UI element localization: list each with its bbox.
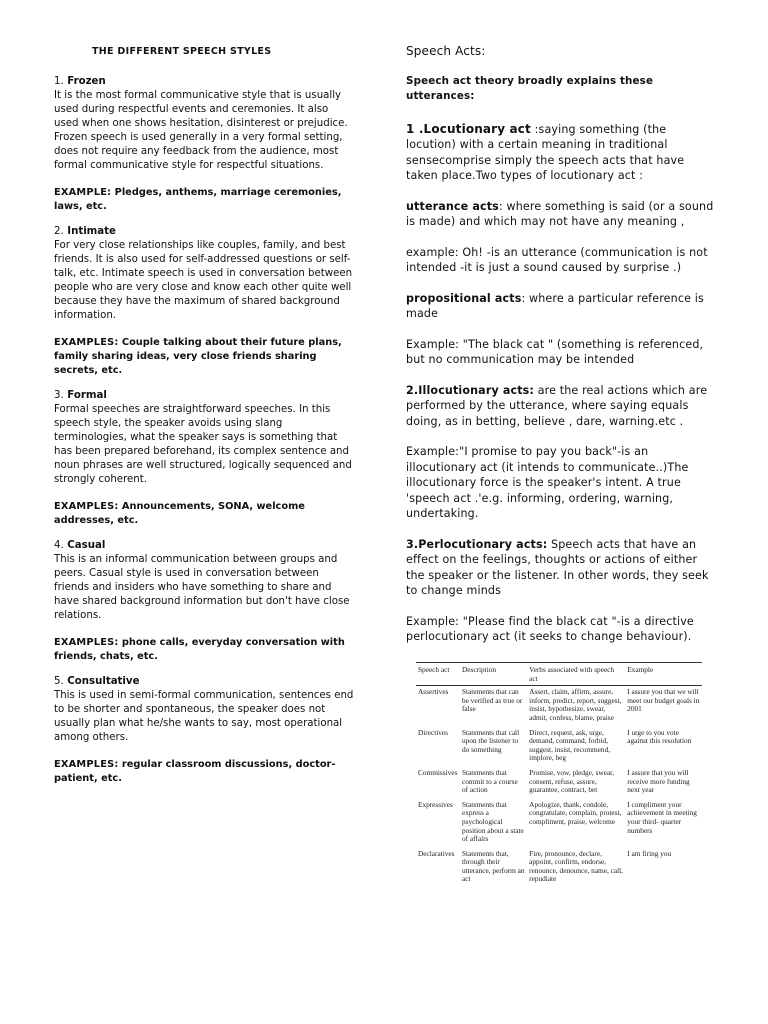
propositional-heading: propositional acts <box>406 291 522 305</box>
table-row <box>416 686 702 727</box>
section-frozen <box>54 75 354 214</box>
table-row <box>416 767 702 799</box>
table-cell: Statements that commit to a course of action <box>461 767 518 795</box>
speech-acts-column <box>406 44 718 660</box>
speech-act-table <box>416 662 702 886</box>
speech-acts-subtitle: Speech act theory broadly explains these utterances: <box>406 74 654 102</box>
section-heading <box>54 225 354 239</box>
section-number: 3. <box>54 390 64 401</box>
table-cell: Statements that can be verified as true or false <box>461 687 523 714</box>
utterance-text: : where something is said (or a sound is made) and which may not have any meaning , <box>406 199 714 228</box>
table-cell: Expressives <box>418 799 453 809</box>
section-formal <box>54 389 354 528</box>
example-label: EXAMPLES: <box>54 759 119 770</box>
illocutionary-text: are the real actions which are performed by the utterance, where saying equals doing, as in betting, believe , dare, warning.etc . <box>406 383 708 428</box>
example-text: Pledges, anthems, marriage ceremonies, laws, etc. <box>54 187 342 212</box>
section-heading <box>54 75 354 89</box>
section-heading <box>54 389 354 403</box>
section-name: Intimate <box>67 226 116 237</box>
section-name: Casual <box>67 540 106 551</box>
example-text: Announcements, SONA, welcome addresses, etc. <box>54 501 305 526</box>
section-example <box>54 500 354 528</box>
locutionary-text: :saying something (the locution) with a certain meaning in traditional sensecomprise simply the speech acts that have taken place.Two types of locutionary act : <box>406 122 685 182</box>
table-cell: I assure that you will receive more funding next year <box>627 767 690 795</box>
utterance-heading: utterance acts <box>406 199 499 213</box>
example-label: EXAMPLE: <box>54 187 112 198</box>
table-cell: I urge to you vote against this resolution <box>627 727 692 746</box>
section-number: 5. <box>54 676 64 687</box>
table-cell: Declaratives <box>418 848 455 858</box>
table-cell: Statements that call upon the listener to do something <box>461 727 520 754</box>
illocutionary-heading: 2.Illocutionary acts: <box>406 383 534 397</box>
example-label: EXAMPLES: <box>54 637 119 648</box>
section-heading <box>54 675 354 689</box>
section-number: 1. <box>54 76 64 87</box>
table-cell: I am firing you <box>627 848 672 858</box>
utterance-example: example: Oh! -is an utterance (communication is not intended -it is just a sound caused by surprise .) <box>406 245 708 274</box>
table-cell: Commissives <box>418 767 458 777</box>
section-name: Frozen <box>67 76 106 87</box>
example-text: phone calls, everyday conversation with friends, chats, etc. <box>54 637 345 662</box>
example-text: Couple talking about their future plans, family sharing ideas, very close friends sharing secrets, etc. <box>54 337 342 376</box>
section-number: 2. <box>54 226 64 237</box>
section-body: For very close relationships like couples, family, and best friends. It is also used for self-addressed questions or self-talk, etc. Intimate speech is used in conversation between people who are very close and know each other quite well because they have the maximum of shared background information. <box>54 240 353 321</box>
table-cell: Statements that, through their utterance, perform an act <box>461 848 525 884</box>
table-cell: Direct, request, ask, urge, demand, command, forbid, suggest, insist, recommend, implore, beg <box>529 727 611 763</box>
utterance-paragraph <box>406 199 718 230</box>
table-cell: Directives <box>418 727 448 737</box>
illocutionary-example: Example:"I promise to pay you back"-is an illocutionary act (it intends to communicate..)The illocutionary force is the speaker's intent. A true 'speech act .'e.g. informing, ordering, warning, undertaking. <box>406 445 689 520</box>
speech-styles-column <box>54 45 354 797</box>
table-header: Description <box>460 663 527 686</box>
table-cell: Statements that express a psychological position about a state of affairs <box>461 799 524 844</box>
table-cell: Apologize, thank, condole, congratulate, complain, protest, compliment, praise, welcome <box>529 799 622 826</box>
table-header: Speech act <box>416 663 460 686</box>
table-cell: Assert, claim, affirm, assure, inform, predict, report, suggest, insist, hypothesize, swear, admit, confess, blame, praise <box>529 687 622 722</box>
section-body: Formal speeches are straightforward speeches. In this speech style, the speaker avoids using slang terminologies, what the speaker says is something that has been prepared beforehand, its complex sentence and noun phrases are well structured, logically sequenced and strongly coherent. <box>54 404 352 485</box>
propositional-paragraph <box>406 291 718 322</box>
section-name: Formal <box>67 390 107 401</box>
perlocutionary-heading: 3.Perlocutionary acts: <box>406 537 548 551</box>
example-label: EXAMPLES: <box>54 501 119 512</box>
locutionary-heading: 1 .Locutionary act <box>406 121 531 136</box>
illocutionary-paragraph <box>406 383 718 430</box>
section-name: Consultative <box>67 676 140 687</box>
speech-act-table-wrap <box>416 662 702 886</box>
example-label: EXAMPLES: <box>54 337 119 348</box>
section-intimate <box>54 225 354 378</box>
table-row <box>416 848 702 886</box>
section-body: This is an informal communication between groups and peers. Casual style is used in conversation between friends and insiders who have something to share and have shared background information but don't have close relations. <box>54 554 350 621</box>
table-cell: Fire, pronounce, declare, appoint, confirm, endorse, renounce, denounce, name, call, repudiate <box>529 848 623 884</box>
table-row <box>416 799 702 848</box>
table-cell: Assertives <box>418 687 449 697</box>
table-cell: Promise, vow, pledge, swear, consent, refuse, assure, guarantee, contract, bet <box>529 767 615 795</box>
section-heading <box>54 539 354 553</box>
section-example <box>54 186 354 214</box>
section-casual <box>54 539 354 664</box>
section-body: This is used in semi-formal communication, sentences end to be shorter and spontaneous, the speaker does not usually plan what he/she wants to say, most operational among others. <box>54 690 354 743</box>
doc-title: THE DIFFERENT SPEECH STYLES <box>92 46 272 57</box>
section-example <box>54 758 354 786</box>
example-text: regular classroom discussions, doctor-patient, etc. <box>54 759 336 784</box>
section-example <box>54 336 354 378</box>
section-body: It is the most formal communicative style that is usually used during respectful events and ceremonies. It also used when one shows hesitation, disinterest or prejudice. Frozen speech is used generally in a very formal setting, does not require any feedback from the audience, most formal communicative style for respectful situations. <box>54 90 348 171</box>
propositional-text: : where a particular reference is made <box>406 291 704 320</box>
table-header-row <box>416 663 702 686</box>
locutionary-paragraph <box>406 122 718 184</box>
propositional-example: Example: "The black cat " (something is referenced, but no communication may be intended <box>406 337 704 366</box>
table-cell: I assure you that we will meet our budget goals in 2001 <box>627 687 700 714</box>
perlocutionary-example: Example: "Please find the black cat "-is a directive perlocutionary act (it seeks to change behaviour). <box>406 614 694 643</box>
table-cell: I compliment your achievement in meeting your third- quarter numbers <box>627 799 697 835</box>
table-row <box>416 727 702 767</box>
section-number: 4. <box>54 540 64 551</box>
speech-acts-title: Speech Acts: <box>406 44 486 58</box>
table-header: Example <box>625 663 702 686</box>
section-consultative <box>54 675 354 786</box>
perlocutionary-paragraph <box>406 537 718 599</box>
table-header: Verbs associated with speech act <box>527 663 625 686</box>
perlocutionary-text: Speech acts that have an effect on the feelings, thoughts or actions of either the speaker or the listener. In other words, they seek to change minds <box>406 537 709 597</box>
section-example <box>54 636 354 664</box>
